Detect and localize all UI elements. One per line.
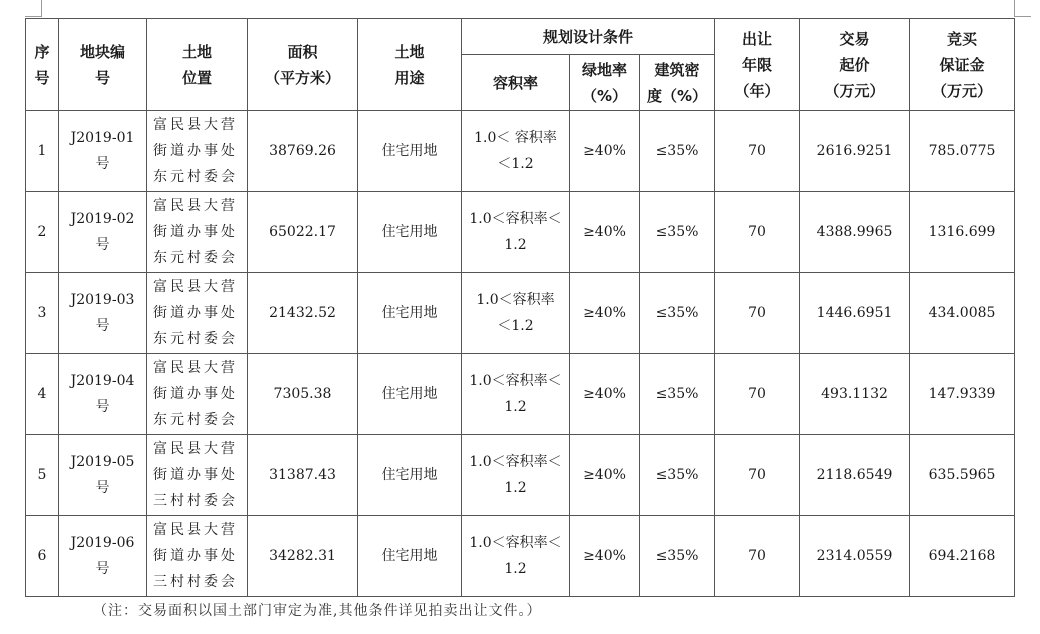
header-term: 出让 年限 （年） — [715, 19, 800, 111]
cell-use: 住宅用地 — [358, 273, 462, 354]
table-row — [26, 435, 1015, 516]
cell-density: ≤35% — [640, 273, 715, 354]
header-density: 建筑密 度（%） — [640, 55, 715, 111]
cell-density: ≤35% — [640, 111, 715, 192]
header-planning-group: 规划设计条件 — [462, 19, 715, 55]
cell-density: ≤35% — [640, 354, 715, 435]
cell-area: 21432.52 — [248, 273, 358, 354]
cell-density: ≤35% — [640, 192, 715, 273]
cell-code: J2019-05 号 — [59, 435, 147, 516]
header-price: 交易 起价 （万元） — [800, 19, 910, 111]
cell-seq: 4 — [26, 354, 59, 435]
cell-use: 住宅用地 — [358, 354, 462, 435]
cell-area: 7305.38 — [248, 354, 358, 435]
cell-seq: 2 — [26, 192, 59, 273]
cell-seq: 5 — [26, 435, 59, 516]
cell-seq: 1 — [26, 111, 59, 192]
header-seq: 序 号 — [26, 19, 59, 111]
cell-location: 富民县大营 街道办事处 东元村委会 — [147, 111, 248, 192]
cell-far: 1.0＜容积率＜ 1.2 — [462, 516, 570, 597]
cell-green: ≥40% — [570, 516, 640, 597]
cell-code: J2019-03 号 — [59, 273, 147, 354]
cell-deposit: 785.0775 — [910, 111, 1015, 192]
land-parcel-table — [25, 18, 1015, 597]
cell-deposit: 147.9339 — [910, 354, 1015, 435]
cell-green: ≥40% — [570, 273, 640, 354]
table-row — [26, 354, 1015, 435]
cell-price: 493.1132 — [800, 354, 910, 435]
table-row — [26, 111, 1015, 192]
cell-density: ≤35% — [640, 516, 715, 597]
header-far: 容积率 — [462, 55, 570, 111]
cell-seq: 3 — [26, 273, 59, 354]
cell-price: 1446.6951 — [800, 273, 910, 354]
header-code: 地块编 号 — [59, 19, 147, 111]
header-area: 面积 （平方米） — [248, 19, 358, 111]
cell-deposit: 434.0085 — [910, 273, 1015, 354]
cell-area: 31387.43 — [248, 435, 358, 516]
cell-location: 富民县大营 街道办事处 三村村委会 — [147, 516, 248, 597]
cell-price: 2616.9251 — [800, 111, 910, 192]
cell-term: 70 — [715, 273, 800, 354]
cell-far: 1.0＜ 容积率 ＜1.2 — [462, 111, 570, 192]
cell-deposit: 635.5965 — [910, 435, 1015, 516]
crop-mark-top-right — [1014, 0, 1031, 17]
table-row — [26, 273, 1015, 354]
cell-deposit: 694.2168 — [910, 516, 1015, 597]
cell-use: 住宅用地 — [358, 111, 462, 192]
cell-far: 1.0＜容积率＜ 1.2 — [462, 192, 570, 273]
cell-far: 1.0＜容积率＜ 1.2 — [462, 354, 570, 435]
cell-location: 富民县大营 街道办事处 东元村委会 — [147, 273, 248, 354]
header-use: 土地 用途 — [358, 19, 462, 111]
cell-price: 4388.9965 — [800, 192, 910, 273]
cell-green: ≥40% — [570, 435, 640, 516]
cell-area: 34282.31 — [248, 516, 358, 597]
cell-green: ≥40% — [570, 354, 640, 435]
header-location: 土地 位置 — [147, 19, 248, 111]
cell-price: 2118.6549 — [800, 435, 910, 516]
cell-price: 2314.0559 — [800, 516, 910, 597]
cell-code: J2019-01 号 — [59, 111, 147, 192]
crop-mark-top-left — [25, 0, 42, 17]
table-row — [26, 516, 1015, 597]
cell-area: 38769.26 — [248, 111, 358, 192]
cell-code: J2019-04 号 — [59, 354, 147, 435]
cell-location: 富民县大营 街道办事处 东元村委会 — [147, 192, 248, 273]
cell-seq: 6 — [26, 516, 59, 597]
cell-area: 65022.17 — [248, 192, 358, 273]
cell-term: 70 — [715, 192, 800, 273]
cell-deposit: 1316.699 — [910, 192, 1015, 273]
cell-code: J2019-02 号 — [59, 192, 147, 273]
cell-term: 70 — [715, 354, 800, 435]
cell-code: J2019-06 号 — [59, 516, 147, 597]
cell-term: 70 — [715, 516, 800, 597]
table-row — [26, 192, 1015, 273]
cell-green: ≥40% — [570, 192, 640, 273]
cell-use: 住宅用地 — [358, 192, 462, 273]
footnote: （注：交易面积以国土部门审定为准,其他条件详见拍卖出让文件。） — [93, 603, 542, 619]
cell-green: ≥40% — [570, 111, 640, 192]
cell-far: 1.0＜容积率 ＜1.2 — [462, 273, 570, 354]
cell-use: 住宅用地 — [358, 435, 462, 516]
cell-term: 70 — [715, 111, 800, 192]
header-green: 绿地率 （%） — [570, 55, 640, 111]
cell-density: ≤35% — [640, 435, 715, 516]
header-deposit: 竞买 保证金 （万元） — [910, 19, 1015, 111]
cell-far: 1.0＜容积率＜ 1.2 — [462, 435, 570, 516]
cell-use: 住宅用地 — [358, 516, 462, 597]
cell-location: 富民县大营 街道办事处 三村村委会 — [147, 435, 248, 516]
cell-term: 70 — [715, 435, 800, 516]
cell-location: 富民县大营 街道办事处 东元村委会 — [147, 354, 248, 435]
